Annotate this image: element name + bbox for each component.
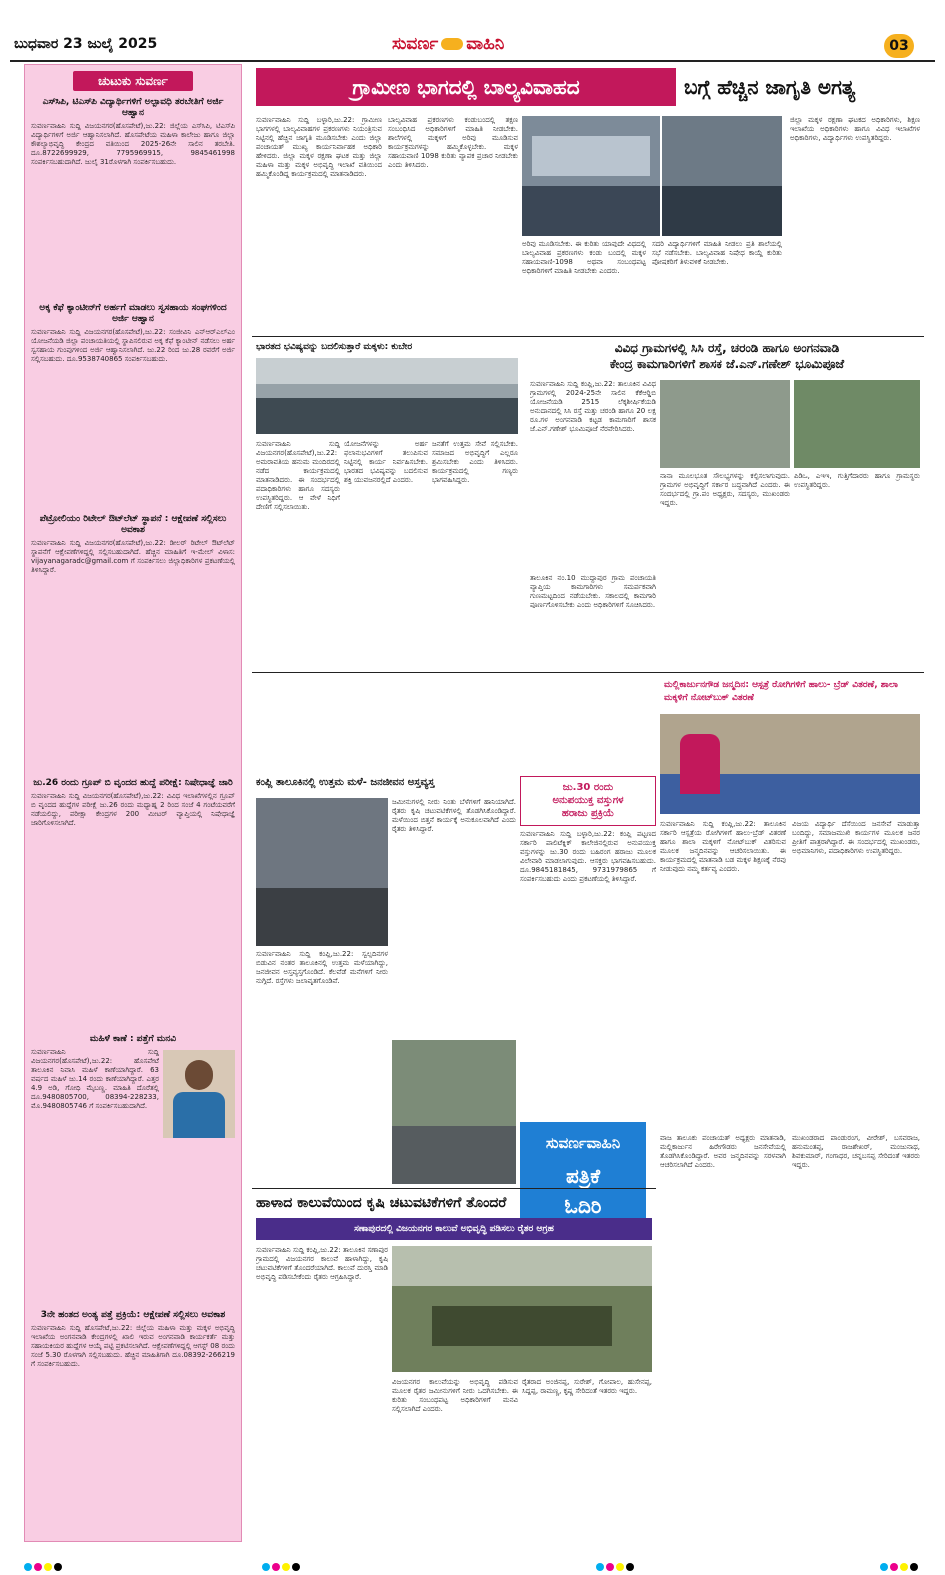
malli-photo <box>660 714 920 814</box>
promo-line-2: ಪತ್ರಿಕೆ <box>565 1164 601 1188</box>
brief-body: ಸುವರ್ಣವಾಹಿನಿ ಸುದ್ದಿ ಹೊಸಪೇಟೆ,ಜು.22: ಜಿಲ್ಲೆಯ ಮಹಿಳಾ ಮತ್ತು ಮಕ್ಕಳ ಅಭಿವೃದ್ಧಿ ಇಲಾಖೆಯ ಅಂಗನವಾಡಿ ಕೇಂದ್ರಗಳಲ್ಲಿ ಖಾಲಿ ಇರುವ ಅಂಗನವಾಡಿ ಕಾರ್ಯಕರ್ತೆ ಮತ್ತು ಸಹಾಯಕಿಯರ ಹುದ್ದೆಗಳ ಆಯ್ಕೆ ಪಟ್ಟಿ ಪ್ರಕಟಿಸಲಾಗಿದೆ. ಆಕ್ಷೇಪಣೆಗಳಿದ್ದಲ್ಲಿ ಆಗಸ್ಟ್ 08 ರಂದು ಸಂಜೆ 5.30 ರೊಳಗಾಗಿ ಸಲ್ಲಿಸಬಹುದು. ಹೆಚ್ಚಿನ ಮಾಹಿತಿಗಾಗಿ ದೂ.08392-266219 ಗೆ ಸಂಪರ್ಕಿಸಬಹುದು. <box>31 1324 235 1368</box>
right-bottom-col-2: ಮುಖಂಡರಾದ ಪಾಂಡುರಂಗ, ವೀರೇಶ್, ಬಸವರಾಜ, ಹನುಮಂತಪ್ಪ, ರಾಜಶೇಖರ್, ಮಂಜುನಾಥ, ಶಿವಕುಮಾರ್, ಗಂಗಾಧರ, ಚನ್ನಬಸಪ್ಪ ಸೇರಿದಂತೆ ಇತರರು ಇದ್ದರು. <box>792 1134 920 1169</box>
brief-body: ಸುವರ್ಣವಾಹಿನಿ ಸುದ್ದಿ ವಿಜಯನಗರ(ಹೊಸಪೇಟೆ),ಜು.22: ವಿವಿಧ ಇಲಾಖೆಗಳಲ್ಲಿನ ಗ್ರೂಪ್ ಬಿ ವೃಂದದ ಹುದ್ದೆಗಳ ಪರೀಕ್ಷೆ ಜು.26 ರಂದು ಮಧ್ಯಾಹ್ನ 2 ರಿಂದ ಸಂಜೆ 4 ಗಂಟೆಯವರೆಗೆ ನಡೆಯಲಿದ್ದು, ಪರೀಕ್ಷಾ ಕೇಂದ್ರಗಳ 200 ಮೀಟರ್ ವ್ಯಾಪ್ತಿಯಲ್ಲಿ ನಿಷೇಧಾಜ್ಞೆ ಜಾರಿಗೊಳಿಸಲಾಗಿದೆ. <box>31 792 235 827</box>
right-bottom-col-1: ವಾಜ ತಾಲೂಕು ಪಂಚಾಯತ್ ಅಧ್ಯಕ್ಷರು ಮಾತನಾಡಿ, ಮಲ್ಲಿಕಾರ್ಜುನ ಹಿರೇಗೌಡರು ಜನಸೇವೆಯಲ್ಲಿ ತೊಡಗಿಸಿಕೊಂಡಿದ್ದಾರೆ. ಅವರ ಜನ್ಮದಿನವನ್ನು ಸರಳವಾಗಿ ಆಚರಿಸಲಾಗಿದೆ ಎಂದರು. <box>660 1134 786 1169</box>
brief-body: ಸುವರ್ಣವಾಹಿನಿ ಸುದ್ದಿ ವಿಜಯನಗರ(ಹೊಸಪೇಟೆ),ಜು.22: ಜಿಲ್ಲೆಯ ಎಸ್‍ಸಿಪಿ, ಟಿಎಸ್‍ಪಿ ವಿದ್ಯಾರ್ಥಿಗಳಿಗೆ ಅರ್ಜಿ ಆಹ್ವಾನಿಸಲಾಗಿದೆ. ಹೊಸಪೇಟೆಯ ಮಹಿಳಾ ಕಾಲೇಜು ಹಾಗೂ ಜಿಲ್ಲಾ ಕೌಶಲ್ಯಾಭಿವೃದ್ಧಿ ಕೇಂದ್ರದ ವತಿಯಿಂದ 2025-26ನೇ ಸಾಲಿನ ತರಬೇತಿ. ದೂ.8722699929, 7795969915, 9845461998 ಸಂಪರ್ಕಿಸಬಹುದಾಗಿದೆ. ಜುಲೈ 31ರೊಳಗಾಗಿ ಸಂಪರ್ಕಿಸಬಹುದು. <box>31 122 235 166</box>
section-divider <box>252 1188 656 1189</box>
section-divider <box>252 672 924 673</box>
rasthe-headline-line2: ಕೇಂದ್ರ ಕಾಮಗಾರಿಗಳಿಗೆ ಶಾಸಕ ಜೆ.ಎನ್.ಗಣೇಶ್ ಭೂಮಿಪೂಜೆ <box>609 357 845 371</box>
kampli-headline: ಕಂಪ್ಲಿ ತಾಲೂಕಿನಲ್ಲಿ ಉತ್ತಮ ಮಳೆ- ಜನಜೀವನ ಅಸ್ತವ್ಯಸ್ತ <box>256 777 435 788</box>
bharata-photo <box>256 358 518 434</box>
anu-headline <box>520 776 656 826</box>
bharata-headline: ಭಾರತದ ಭವಿಷ್ಯವನ್ನು ಬದಲಿಸುತ್ತಾರೆ ಮಕ್ಕಳು: ಕುಬೇರ <box>256 342 413 352</box>
lead-col-5: ಜಿಲ್ಲಾ ಮಕ್ಕಳ ರಕ್ಷಣಾ ಘಟಕದ ಅಧಿಕಾರಿಗಳು, ಶಿಕ್ಷಣ ಇಲಾಖೆಯ ಅಧಿಕಾರಿಗಳು ಹಾಗೂ ವಿವಿಧ ಇಲಾಖೆಗಳ ಅಧಿಕಾರಿಗಳು, ವಿದ್ಯಾರ್ಥಿಗಳು ಉಪಸ್ಥಿತರಿದ್ದರು. <box>790 116 920 142</box>
malli-col-2: ವಿಜಯ ವಿದ್ಯಾರ್ಥಿ ದೆಸೆಯಿಂದ ಜನಸೇವೆ ಮಾಡುತ್ತಾ ಬಂದಿದ್ದು, ಸಮಾಜಮುಖಿ ಕಾರ್ಯಗಳ ಮೂಲಕ ಜನರ ಪ್ರೀತಿಗೆ ಪಾತ್ರರಾಗಿದ್ದಾರೆ. ಈ ಸಂದರ್ಭದಲ್ಲಿ ಮುಖಂಡರು, ಅಭಿಮಾನಿಗಳು, ಪದಾಧಿಕಾರಿಗಳು ಉಪಸ್ಥಿತರಿದ್ದರು. <box>792 820 920 855</box>
brief-body: ಸುವರ್ಣವಾಹಿನಿ ಸುದ್ದಿ ವಿಜಯನಗರ(ಹೊಸಪೇಟೆ),ಜು.22: ಡೀಲರ್ ರಿಟೇಲ್ ಔಟ್‍ಲೆಟ್ ಸ್ಥಾಪನೆಗೆ ಆಕ್ಷೇಪಣೆಗಳಿದ್ದಲ್ಲಿ ಸಲ್ಲಿಸಬಹುದಾಗಿದೆ. ಹೆಚ್ಚಿನ ಮಾಹಿತಿಗೆ ಇ-ಮೇಲ್ ವಿಳಾಸ: vijayanagaradc@gmail.com ಗೆ ಸಂಪರ್ಕಿಸಲು ಜಿಲ್ಲಾಧಿಕಾರಿಗಳ ಪ್ರಕಟಣೆಯಲ್ಲಿ ತಿಳಿಸಿದ್ದಾರೆ. <box>31 539 235 574</box>
lead-col-3: ಅರಿವು ಮೂಡಿಸಬೇಕು. ಈ ಕುರಿತು ಯಾವುದೇ ವಿಧದಲ್ಲಿ ಬಾಲ್ಯವಿವಾಹ ಪ್ರಕರಣಗಳು ಕಂಡು ಬಂದಲ್ಲಿ ಮಕ್ಕಳ ಸಹಾಯವಾಣಿ-1098 ಅಥವಾ ಸಂಬಂಧಪಟ್ಟ ಅಧಿಕಾರಿಗಳಿಗೆ ಮಾಹಿತಿ ನೀಡಬೇಕು ಎಂದರು. <box>522 240 646 275</box>
anu-headline-3: ಹರಾಜು ಪ್ರಕ್ರಿಯೆ <box>561 808 615 819</box>
lead-photo-1 <box>522 116 660 236</box>
brief-title: 3ನೇ ಹಂತದ ಅಂತ್ಯ ಪತ್ತೆ ಪ್ರಕ್ರಿಯೆ: ಆಕ್ಷೇಪಣೆ ಸಲ್ಲಿಸಲು ಅವಕಾಶ <box>40 1310 226 1320</box>
rasthe-col-4: ಪಿಡಿಒ, ಎಇಇ, ಗುತ್ತಿಗೆದಾರರು ಹಾಗೂ ಗ್ರಾಮಸ್ಥರು ಉಪಸ್ಥಿತರಿದ್ದರು. <box>794 472 920 489</box>
brief-item <box>25 97 241 297</box>
rasthe-col-1: ಸುವರ್ಣವಾಹಿನಿ ಸುದ್ದಿ ಕಂಪ್ಲಿ,ಜು.22: ತಾಲೂಕಿನ ವಿವಿಧ ಗ್ರಾಮಗಳಲ್ಲಿ 2024-25ನೇ ಸಾಲಿನ ಕೆಕೆಆರ್‍ಡಿಬಿ ಯೋಜನೆಯಡಿ 2515 ಲೆಕ್ಕಶೀರ್ಷಿಕೆಯಡಿ ಅನುದಾನದಲ್ಲಿ ಸಿಸಿ ರಸ್ತೆ ಮತ್ತು ಚರಂಡಿ ಹಾಗೂ 20 ಲಕ್ಷ ರೂ.ಗಳ ಅಂಗನವಾಡಿ ಕಟ್ಟಡ ಕಾಮಗಾರಿಗೆ ಶಾಸಕ ಜೆ.ಎನ್.ಗಣೇಶ್ ಭೂಮಿಪೂಜೆ ನೆರವೇರಿಸಿದರು. <box>530 380 656 433</box>
issue-date: ಬುಧವಾರ 23 ಜುಲೈ 2025 <box>14 36 158 52</box>
brief-news-column <box>24 64 242 1542</box>
anu-body: ಸುವರ್ಣವಾಹಿನಿ ಸುದ್ದಿ ಬಳ್ಳಾರಿ,ಜು.22: ಕಂಪ್ಲಿ ಪಟ್ಟಣದ ಸರ್ಕಾರಿ ಪಾಲಿಟೆಕ್ನಿಕ್ ಕಾಲೇಜಿನಲ್ಲಿರುವ ಅನುಪಯುಕ್ತ ವಸ್ತುಗಳನ್ನು ಜು.30 ರಂದು ಬಹಿರಂಗ ಹರಾಜು ಮೂಲಕ ವಿಲೇವಾರಿ ಮಾಡಲಾಗುವುದು. ಆಸಕ್ತರು ಭಾಗವಹಿಸಬಹುದು. ದೂ.9845181845, 9731979865 ಗೆ ಸಂಪರ್ಕಿಸಬಹುದು ಎಂದು ಪ್ರಕಟಣೆಯಲ್ಲಿ ತಿಳಿಸಿದ್ದಾರೆ. <box>520 830 656 883</box>
brief-item <box>25 514 241 772</box>
brief-title: ಎಸ್‍ಸಿಪಿ, ಟಿಎಸ್‍ಪಿ ವಿದ್ಯಾರ್ಥಿಗಳಿಗೆ ಅಲ್ಪಾವಧಿ ತರಬೇತಿಗೆ ಅರ್ಜಿ ಆಹ್ವಾನ <box>42 97 224 118</box>
brief-item <box>25 303 241 508</box>
brief-title: ಪೆಟ್ರೋಲಿಯಂ ರಿಟೇಲ್ ಔಟ್‍ಲೆಟ್ ಸ್ಥಾಪನೆ : ಆಕ್ಷೇಪಣೆ ಸಲ್ಲಿಸಲು ಅವಕಾಶ <box>39 514 227 535</box>
promo-line-3: ಓದಿರಿ <box>564 1194 602 1218</box>
brief-item <box>25 1034 241 1304</box>
brief-item <box>25 1310 241 1542</box>
missing-woman-photo <box>163 1050 235 1138</box>
krushi-headline: ಹಾಳಾದ ಕಾಲುವೆಯಿಂದ ಕೃಷಿ ಚಟುವಟಿಕೆಗಳಿಗೆ ತೊಂದರೆ <box>256 1195 507 1211</box>
masthead <box>392 34 504 54</box>
krushi-subhead: ಸಣಾಪುರದಲ್ಲಿ ವಿಜಯನಗರ ಕಾಲುವೆ ಅಭಿವೃದ್ಧಿ ಪಡಿಸಲು ರೈತರ ಆಗ್ರಹ <box>256 1218 652 1240</box>
bharata-col-1: ಸುವರ್ಣವಾಹಿನಿ ಸುದ್ದಿ ವಿಜಯನಗರ(ಹೊಸಪೇಟೆ),ಜು.22: ಅಮರಾವತಿಯ ಹನುಮ ಮಂದಿರದಲ್ಲಿ ನಡೆದ ಕಾರ್ಯಕ್ರಮದಲ್ಲಿ ಮಾತನಾಡಿದರು. ಈ ಸಂದರ್ಭದಲ್ಲಿ ಪದಾಧಿಕಾರಿಗಳು ಹಾಗೂ ಸದಸ್ಯರು ಉಪಸ್ಥಿತರಿದ್ದರು. ಆ ವೇಳೆ ನಿಧಿಗೆ ದೇಣಿಗೆ ಸಲ್ಲಿಸಲಾಯಿತು. <box>256 440 340 511</box>
lead-headline-red: ಗ್ರಾಮೀಣ ಭಾಗದಲ್ಲಿ ಬಾಲ್ಯವಿವಾಹದ <box>256 68 676 106</box>
page-header <box>0 0 945 62</box>
kampli-col-2: ಜಮೀನುಗಳಲ್ಲಿ ನೀರು ನಿಂತು ಬೆಳೆಗಳಿಗೆ ಹಾನಿಯಾಗಿದೆ. ರೈತರು ಕೃಷಿ ಚಟುವಟಿಕೆಗಳಲ್ಲಿ ತೊಡಗಿಸಿಕೊಂಡಿದ್ದಾರೆ. ಮಳೆಯಿಂದ ಬಿತ್ತನೆ ಕಾರ್ಯಕ್ಕೆ ಅನುಕೂಲವಾಗಿದೆ ಎಂದು ರೈತರು ತಿಳಿಸಿದ್ದಾರೆ. <box>392 798 516 833</box>
kampli-photo-1 <box>256 798 388 946</box>
flame-logo-icon <box>441 38 463 50</box>
rasthe-photo-2 <box>794 380 920 468</box>
lead-headline <box>252 66 924 110</box>
brief-title: ಮಹಿಳೆ ಕಾಣೆ : ಪತ್ತೆಗೆ ಮನವಿ <box>89 1034 177 1044</box>
rasthe-col-3: ನಾನಾ ಮೂಲಭೂತ ಸೌಲಭ್ಯಗಳನ್ನು ಕಲ್ಪಿಸಲಾಗುವುದು. ಗ್ರಾಮಗಳ ಅಭಿವೃದ್ಧಿಗೆ ಸರ್ಕಾರ ಬದ್ಧವಾಗಿದೆ ಎಂದರು. ಈ ಸಂದರ್ಭದಲ್ಲಿ ಗ್ರಾ.ಪಂ ಅಧ್ಯಕ್ಷರು, ಸದಸ್ಯರು, ಮುಖಂಡರು ಇದ್ದರು. <box>660 472 790 507</box>
kampli-photo-2 <box>392 1040 516 1184</box>
krushi-col-2: ವಿಜಯನಗರ ಕಾಲುವೆಯನ್ನು ಅಭಿವೃದ್ಧಿ ಪಡಿಸುವ ಮೂಲಕ ರೈತರ ಜಮೀನುಗಳಿಗೆ ನೀರು ಒದಗಿಸಬೇಕು. ಈ ಕುರಿತು ಸಂಬಂಧಪಟ್ಟ ಅಧಿಕಾರಿಗಳಿಗೆ ಮನವಿ ಸಲ್ಲಿಸಲಾಗಿದೆ ಎಂದರು. <box>392 1378 518 1413</box>
krushi-col-3: ರೈತರಾದ ಅಂಜಿನಪ್ಪ, ಸುರೇಶ್, ಗೋಪಾಲ, ಹುಸೇನಪ್ಪ, ಸಿದ್ದಪ್ಪ, ರಾಮಣ್ಣ, ಕೃಷ್ಣ ಸೇರಿದಂತೆ ಇತರರು ಇದ್ದರು. <box>522 1378 652 1395</box>
brief-item <box>25 778 241 1028</box>
rasthe-headline-line1: ವಿವಿಧ ಗ್ರಾಮಗಳಲ್ಲಿ ಸಿಸಿ ರಸ್ತೆ, ಚರಂಡಿ ಹಾಗೂ ಅಂಗನವಾಡಿ <box>614 341 840 355</box>
masthead-right: ವಾಹಿನಿ <box>466 34 505 54</box>
lead-photo-2 <box>662 116 782 236</box>
section-divider <box>252 336 924 337</box>
lead-headline-black: ಬಗ್ಗೆ ಹೆಚ್ಚಿನ ಜಾಗೃತಿ ಅಗತ್ಯ <box>684 75 856 99</box>
kampli-col-1: ಸುವರ್ಣವಾಹಿನಿ ಸುದ್ದಿ ಕಂಪ್ಲಿ,ಜು.22: ಸ್ವಲ್ಪದಿನಗಳ ಬಿಡುವಿನ ನಂತರ ತಾಲೂಕಿನಲ್ಲಿ ಉತ್ತಮ ಮಳೆಯಾಗಿದ್ದು, ಜನಜೀವನ ಅಸ್ತವ್ಯಸ್ತಗೊಂಡಿದೆ. ಕೆಲವೆಡೆ ಮನೆಗಳಿಗೆ ನೀರು ನುಗ್ಗಿದೆ. ರಸ್ತೆಗಳು ಜಲಾವೃತಗೊಂಡಿವೆ. <box>256 950 388 985</box>
brief-title: ಅಕ್ಕ ಕೆಫೆ ಕ್ಯಾಂಟೀನ್‍ಗೆ ಅರ್ಹಗೆ ಮಾಡಲು ಸ್ವಸಹಾಯ ಸಂಘಗಳಿಂದ ಅರ್ಜಿ ಆಹ್ವಾನ <box>39 303 227 324</box>
registration-mark <box>24 1556 64 1564</box>
registration-mark <box>596 1556 636 1564</box>
bharata-col-3: ಜನತೆಗೆ ಉತ್ತಮ ಸೇವೆ ಸಲ್ಲಿಸಬೇಕು. ಸಮಾಜದ ಅಭಿವೃದ್ಧಿಗೆ ಎಲ್ಲರೂ ಶ್ರಮಿಸಬೇಕು ಎಂದು ತಿಳಿಸಿದರು. ಕಾರ್ಯಕ್ರಮದಲ್ಲಿ ಗಣ್ಯರು ಭಾಗವಹಿಸಿದ್ದರು. <box>432 440 518 484</box>
rasthe-headline <box>530 340 924 374</box>
malli-headline: ಮಲ್ಲಿಕಾರ್ಜುನಗೌಡ ಜನ್ಮದಿನ: ಆಸ್ಪತ್ರೆ ರೋಗಿಗಳಿಗೆ ಹಾಲು- ಬ್ರೆಡ್ ವಿತರಣೆ, ಶಾಲಾ ಮಕ್ಕಳಿಗೆ ನೋಟ್‍ಬುಕ್ ವಿತರಣೆ <box>660 676 920 710</box>
brief-title: ಜು.26 ರಂದು ಗ್ರೂಪ್ ಬಿ ವೃಂದದ ಹುದ್ದೆ ಪರೀಕ್ಷೆ: ನಿಷೇಧಾಜ್ಞೆ ಜಾರಿ <box>33 778 233 788</box>
registration-mark <box>262 1556 302 1564</box>
bharata-col-2: ಯೋಜನೆಗಳನ್ನು ಅರ್ಹ ಫಲಾನುಭವಿಗಳಿಗೆ ತಲುಪಿಸುವ ನಿಟ್ಟಿನಲ್ಲಿ ಕಾರ್ಯ ನಿರ್ವಹಿಸಬೇಕು. ಭಾರತದ ಭವಿಷ್ಯವನ್ನು ಬದಲಿಸುವ ಶಕ್ತಿ ಯುವಜನರಲ್ಲಿದೆ ಎಂದರು. <box>344 440 428 484</box>
page-number: 03 <box>884 34 914 58</box>
anu-headline-2: ಅನುಪಯುಕ್ತ ವಸ್ತುಗಳ <box>552 795 624 806</box>
promo-line-1: ಸುವರ್ಣವಾಹಿನಿ <box>545 1134 621 1152</box>
malli-col-1: ಸುವರ್ಣವಾಹಿನಿ ಸುದ್ದಿ ಕಂಪ್ಲಿ,ಜು.22: ತಾಲೂಕಿನ ಸರ್ಕಾರಿ ಆಸ್ಪತ್ರೆಯ ರೋಗಿಗಳಿಗೆ ಹಾಲು-ಬ್ರೆಡ್ ವಿತರಣೆ ಹಾಗೂ ಶಾಲಾ ಮಕ್ಕಳಿಗೆ ನೋಟ್‍ಬುಕ್ ವಿತರಿಸುವ ಮೂಲಕ ಜನ್ಮದಿನವನ್ನು ಆಚರಿಸಲಾಯಿತು. ಈ ಕಾರ್ಯಕ್ರಮದಲ್ಲಿ ಮಾತನಾಡಿ ಬಡ ಮಕ್ಕಳ ಶಿಕ್ಷಣಕ್ಕೆ ನೆರವು ನೀಡುವುದು ನಮ್ಮ ಕರ್ತವ್ಯ ಎಂದರು. <box>660 820 786 873</box>
krushi-photo <box>392 1246 652 1372</box>
header-rule <box>10 60 935 62</box>
brief-body: ಸುವರ್ಣವಾಹಿನಿ ಸುದ್ದಿ ವಿಜಯನಗರ(ಹೊಸಪೇಟೆ),ಜು.22: ಹೊಸಪೇಟೆ ತಾಲೂಕಿನ ನಿವಾಸಿ ಮಹಿಳೆ ಕಾಣೆಯಾಗಿದ್ದಾರೆ. 63 ವರ್ಷದ ಮಹಿಳೆ ಜು.14 ರಂದು ಕಾಣೆಯಾಗಿದ್ದಾರೆ. ಎತ್ತರ 4.9 ಅಡಿ, ಗೋಧಿ ಮೈಬಣ್ಣ. ಮಾಹಿತಿ ದೊರೆತಲ್ಲಿ ದೂ.9480805700, 08394-228233, ಮೊ.9480805746 ಗೆ ಸಂಪರ್ಕಿಸಬಹುದಾಗಿದೆ. <box>31 1048 159 1110</box>
rasthe-col-2: ತಾಲೂಕಿನ ನಂ.10 ಮುದ್ದಾಪುರ ಗ್ರಾಮ ಪಂಚಾಯತಿ ವ್ಯಾಪ್ತಿಯ ಕಾಮಗಾರಿಗಳು ಸಮರ್ಪಕವಾಗಿ ಗುಣಮಟ್ಟದಿಂದ ನಡೆಯಬೇಕು. ಸಕಾಲದಲ್ಲಿ ಕಾಮಗಾರಿ ಪೂರ್ಣಗೊಳಿಸಬೇಕು ಎಂದು ಅಧಿಕಾರಿಗಳಿಗೆ ಸೂಚಿಸಿದರು. <box>530 574 656 609</box>
krushi-col-1: ಸುವರ್ಣವಾಹಿನಿ ಸುದ್ದಿ ಕಂಪ್ಲಿ,ಜು.22: ತಾಲೂಕಿನ ಸಣಾಪುರ ಗ್ರಾಮದಲ್ಲಿ ವಿಜಯನಗರ ಕಾಲುವೆ ಹಾಳಾಗಿದ್ದು, ಕೃಷಿ ಚಟುವಟಿಕೆಗಳಿಗೆ ತೊಂದರೆಯಾಗಿದೆ. ಕಾಲುವೆ ದುರಸ್ತಿ ಮಾಡಿ ಅಭಿವೃದ್ಧಿ ಪಡಿಸಬೇಕೆಂದು ರೈತರು ಆಗ್ರಹಿಸಿದ್ದಾರೆ. <box>256 1246 388 1281</box>
lead-col-1: ಸುವರ್ಣವಾಹಿನಿ ಸುದ್ದಿ ಬಳ್ಳಾರಿ,ಜು.22: ಗ್ರಾಮೀಣ ಭಾಗಗಳಲ್ಲಿ ಬಾಲ್ಯವಿವಾಹಗಳ ಪ್ರಕರಣಗಳು ನಿಯಂತ್ರಿಸುವ ನಿಟ್ಟಿನಲ್ಲಿ ಹೆಚ್ಚಿನ ಜಾಗೃತಿ ಮೂಡಿಸಬೇಕು ಎಂದು ಜಿಲ್ಲಾ ಪಂಚಾಯತ್ ಮುಖ್ಯ ಕಾರ್ಯನಿರ್ವಾಹಕ ಅಧಿಕಾರಿ ಹೇಳಿದರು. ಜಿಲ್ಲಾ ಮಕ್ಕಳ ರಕ್ಷಣಾ ಘಟಕ ಮತ್ತು ಜಿಲ್ಲಾ ಮಹಿಳಾ ಮತ್ತು ಮಕ್ಕಳ ಅಭಿವೃದ್ಧಿ ಇಲಾಖೆ ವತಿಯಿಂದ ಹಮ್ಮಿಕೊಂಡಿದ್ದ ಕಾರ್ಯಕ್ರಮದಲ್ಲಿ ಮಾತನಾಡಿದರು. <box>256 116 382 178</box>
anu-headline-1: ಜು.30 ರಂದು <box>562 782 614 793</box>
lead-col-4: ಸದರಿ ವಿದ್ಯಾರ್ಥಿಗಳಿಗೆ ಮಾಹಿತಿ ನೀಡಲು ಪ್ರತಿ ಶಾಲೆಯಲ್ಲಿ ಸಭೆ ನಡೆಸಬೇಕು. ಬಾಲ್ಯವಿವಾಹ ನಿಷೇಧ ಕಾಯ್ದೆ ಕುರಿತು ಪೋಷಕರಿಗೆ ತಿಳುವಳಿಕೆ ನೀಡಬೇಕು. <box>652 240 782 266</box>
registration-mark <box>880 1556 920 1564</box>
masthead-left: ಸುವರ್ಣ <box>392 34 439 54</box>
lead-col-2: ಬಾಲ್ಯವಿವಾಹ ಪ್ರಕರಣಗಳು ಕಂಡುಬಂದಲ್ಲಿ ತಕ್ಷಣ ಸಂಬಂಧಿಸಿದ ಅಧಿಕಾರಿಗಳಿಗೆ ಮಾಹಿತಿ ನೀಡಬೇಕು. ಶಾಲೆಗಳಲ್ಲಿ ಮಕ್ಕಳಿಗೆ ಅರಿವು ಮೂಡಿಸುವ ಕಾರ್ಯಕ್ರಮಗಳನ್ನು ಹಮ್ಮಿಕೊಳ್ಳಬೇಕು. ಮಕ್ಕಳ ಸಹಾಯವಾಣಿ 1098 ಕುರಿತು ವ್ಯಾಪಕ ಪ್ರಚಾರ ನೀಡಬೇಕು ಎಂದು ತಿಳಿಸಿದರು. <box>388 116 518 169</box>
brief-news-tag: ಚುಟುಕು ಸುವರ್ಣ <box>73 71 193 91</box>
brief-body: ಸುವರ್ಣವಾಹಿನಿ ಸುದ್ದಿ ವಿಜಯನಗರ(ಹೊಸಪೇಟೆ),ಜು.22: ಸಂಜೀವಿನಿ ಎನ್‍ಆರ್‍ಎಲ್‍ಎಂ ಯೋಜನೆಯಡಿ ಜಿಲ್ಲಾ ಪಂಚಾಯತಿಯಲ್ಲಿ ಸ್ಥಾಪಿಸಲಿರುವ ಅಕ್ಕ ಕೆಫೆ ಕ್ಯಾಂಟೀನ್ ನಡೆಸಲು ಅರ್ಹ ಸ್ವಸಹಾಯ ಗುಂಪುಗಳಿಂದ ಅರ್ಜಿ ಆಹ್ವಾನಿಸಲಾಗಿದೆ. ಜು.22 ರಿಂದ ಜು.28 ರವರೆಗೆ ಅರ್ಜಿ ಸಲ್ಲಿಸಬಹುದು. ದೂ.9538740865 ಸಂಪರ್ಕಿಸಬಹುದು. <box>31 328 235 363</box>
rasthe-photo-1 <box>660 380 790 468</box>
